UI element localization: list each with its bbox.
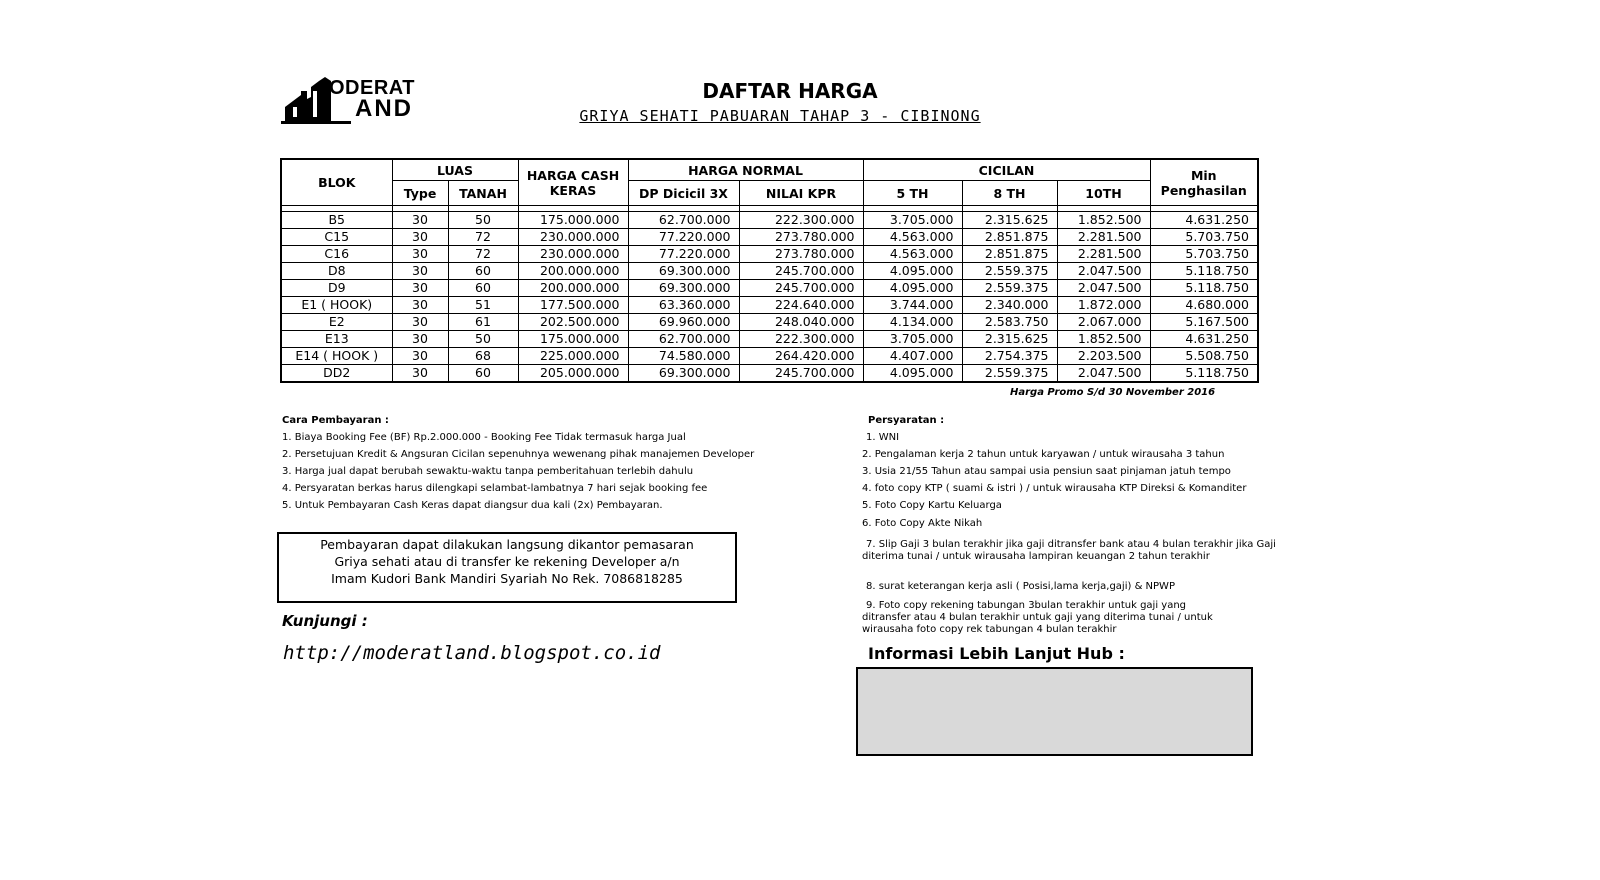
header-type: Type: [392, 181, 448, 206]
contact-label: Informasi Lebih Lanjut Hub :: [868, 644, 1125, 663]
table-cell-min: 5.703.750: [1150, 229, 1258, 246]
table-cell-blok: E2: [281, 314, 392, 331]
table-cell-c8: 2.559.375: [962, 263, 1057, 280]
table-cell-dp: 63.360.000: [628, 297, 739, 314]
table-cell-blok: E13: [281, 331, 392, 348]
payment-box-line: Imam Kudori Bank Mandiri Syariah No Rek. 7086818285: [331, 571, 683, 586]
table-cell-min: 4.680.000: [1150, 297, 1258, 314]
table-cell-c10: 2.047.500: [1057, 263, 1150, 280]
table-cell-c8: 2.559.375: [962, 365, 1057, 383]
table-row: [281, 280, 1258, 297]
header-cicilan: CICILAN: [863, 159, 1150, 181]
website-link[interactable]: http://moderatland.blogspot.co.id: [283, 642, 661, 664]
table-cell-type: 30: [392, 246, 448, 263]
table-row: [281, 365, 1258, 383]
table-cell-c8: 2.315.625: [962, 331, 1057, 348]
table-cell-kpr: 273.780.000: [739, 246, 863, 263]
table-cell-blok: D8: [281, 263, 392, 280]
table-cell-blok: E1 ( HOOK): [281, 297, 392, 314]
header-harga-normal: HARGA NORMAL: [628, 159, 863, 181]
table-cell-type: 30: [392, 280, 448, 297]
table-cell-dp: 69.300.000: [628, 365, 739, 383]
requirement-item: 3. Usia 21/55 Tahun atau sampai usia pensiun saat pinjaman jatuh tempo: [862, 466, 1231, 477]
table-cell-c10: 2.281.500: [1057, 246, 1150, 263]
table-cell-tanah: 72: [448, 229, 518, 246]
table-cell-tanah: 60: [448, 365, 518, 383]
table-cell-kpr: 245.700.000: [739, 263, 863, 280]
payment-item: 3. Harga jual dapat berubah sewaktu-waktu tanpa pemberitahuan terlebih dahulu: [282, 466, 694, 477]
table-cell-c5: 3.705.000: [863, 212, 962, 229]
table-cell-tanah: 60: [448, 263, 518, 280]
requirement-item: 7. Slip Gaji 3 bulan terakhir jika gaji ditransfer bank atau 4 bulan terakhir jika Gaji: [866, 539, 1276, 550]
table-cell-c10: 2.047.500: [1057, 280, 1150, 297]
table-cell-tanah: 60: [448, 280, 518, 297]
table-cell-min: 5.118.750: [1150, 280, 1258, 297]
table-cell-kpr: 245.700.000: [739, 280, 863, 297]
table-cell-cash: 205.000.000: [518, 365, 628, 383]
table-cell-type: 30: [392, 365, 448, 383]
requirement-item: 6. Foto Copy Akte Nikah: [862, 518, 983, 529]
payment-item: 1. Biaya Booking Fee (BF) Rp.2.000.000 - Booking Fee Tidak termasuk harga Jual: [282, 432, 686, 443]
requirement-item: 9. Foto copy rekening tabungan 3bulan terakhir untuk gaji yang: [866, 600, 1187, 611]
payment-item: 4. Persyaratan berkas harus dilengkapi selambat-lambatnya 7 hari sejak booking fee: [282, 483, 708, 494]
table-cell-dp: 62.700.000: [628, 331, 739, 348]
table-cell-type: 30: [392, 331, 448, 348]
table-cell-c10: 1.852.500: [1057, 331, 1150, 348]
table-cell-tanah: 72: [448, 246, 518, 263]
table-cell-min: 5.508.750: [1150, 348, 1258, 365]
table-cell-cash: 200.000.000: [518, 263, 628, 280]
table-cell-dp: 69.960.000: [628, 314, 739, 331]
header-harga-cash: HARGA CASH KERAS: [518, 159, 628, 206]
payment-info-box: [277, 532, 737, 603]
table-cell-c8: 2.851.875: [962, 229, 1057, 246]
payment-box-line: Griya sehati atau di transfer ke rekening Developer a/n: [334, 554, 680, 569]
visit-label: Kunjungi :: [282, 612, 368, 630]
table-cell-min: 4.631.250: [1150, 212, 1258, 229]
table-row: [281, 212, 1258, 229]
table-cell-c10: 1.852.500: [1057, 212, 1150, 229]
table-cell-c5: 3.744.000: [863, 297, 962, 314]
table-cell-type: 30: [392, 297, 448, 314]
table-row: [281, 314, 1258, 331]
page-title: DAFTAR HARGA: [702, 79, 878, 103]
table-cell-blok: C15: [281, 229, 392, 246]
table-cell-blok: E14 ( HOOK ): [281, 348, 392, 365]
header-blok: BLOK: [281, 159, 392, 206]
table-cell-min: 5.703.750: [1150, 246, 1258, 263]
requirement-item: wirausaha foto copy rek tabungan 4 bulan terakhir: [862, 624, 1117, 635]
table-cell-cash: 177.500.000: [518, 297, 628, 314]
table-cell-kpr: 245.700.000: [739, 365, 863, 383]
contact-box: [856, 667, 1253, 756]
table-cell-kpr: 248.040.000: [739, 314, 863, 331]
table-cell-cash: 200.000.000: [518, 280, 628, 297]
table-cell-tanah: 50: [448, 331, 518, 348]
table-cell-c5: 4.095.000: [863, 280, 962, 297]
page-subtitle: GRIYA SEHATI PABUARAN TAHAP 3 - CIBINONG: [579, 107, 981, 125]
requirement-item: diterima tunai / untuk wirausaha lampiran keuangan 2 tahun terakhir: [862, 551, 1210, 562]
table-row: [281, 297, 1258, 314]
table-cell-tanah: 68: [448, 348, 518, 365]
requirement-item: ditransfer atau 4 bulan terakhir untuk gaji yang diterima tunai / untuk: [862, 612, 1213, 623]
table-cell-c10: 2.067.000: [1057, 314, 1150, 331]
table-cell-c8: 2.754.375: [962, 348, 1057, 365]
requirement-item: 5. Foto Copy Kartu Keluarga: [862, 500, 1002, 511]
table-cell-type: 30: [392, 229, 448, 246]
table-cell-tanah: 51: [448, 297, 518, 314]
header-nilai-kpr: NILAI KPR: [739, 181, 863, 206]
table-cell-c10: 2.203.500: [1057, 348, 1150, 365]
table-cell-blok: D9: [281, 280, 392, 297]
table-cell-min: 5.167.500: [1150, 314, 1258, 331]
table-cell-min: 5.118.750: [1150, 263, 1258, 280]
table-cell-c8: 2.851.875: [962, 246, 1057, 263]
table-row: [281, 348, 1258, 365]
table-row: [281, 331, 1258, 348]
header-10th: 10TH: [1057, 181, 1150, 206]
table-cell-c5: 4.407.000: [863, 348, 962, 365]
table-cell-c5: 4.563.000: [863, 229, 962, 246]
table-row: [281, 246, 1258, 263]
table-cell-c8: 2.559.375: [962, 280, 1057, 297]
table-cell-c5: 4.095.000: [863, 263, 962, 280]
table-cell-c5: 4.134.000: [863, 314, 962, 331]
table-cell-tanah: 50: [448, 212, 518, 229]
table-cell-kpr: 222.300.000: [739, 212, 863, 229]
header-dp: DP Dicicil 3X: [628, 181, 739, 206]
table-cell-blok: DD2: [281, 365, 392, 383]
header-8th: 8 TH: [962, 181, 1057, 206]
logo: [281, 77, 441, 125]
table-cell-dp: 62.700.000: [628, 212, 739, 229]
table-cell-min: 4.631.250: [1150, 331, 1258, 348]
table-cell-blok: C16: [281, 246, 392, 263]
table-cell-dp: 77.220.000: [628, 246, 739, 263]
table-cell-type: 30: [392, 314, 448, 331]
payment-box-line: Pembayaran dapat dilakukan langsung dikantor pemasaran: [320, 537, 694, 552]
requirement-item: 4. foto copy KTP ( suami & istri ) / untuk wirausaha KTP Direksi & Komanditer: [862, 483, 1247, 494]
price-table: [280, 158, 1259, 383]
price-table-body: [281, 212, 1258, 383]
table-cell-c8: 2.583.750: [962, 314, 1057, 331]
table-cell-c8: 2.340.000: [962, 297, 1057, 314]
header-5th: 5 TH: [863, 181, 962, 206]
table-cell-c10: 2.281.500: [1057, 229, 1150, 246]
table-cell-min: 5.118.750: [1150, 365, 1258, 383]
header-tanah: TANAH: [448, 181, 518, 206]
table-cell-cash: 202.500.000: [518, 314, 628, 331]
requirement-item: 1. WNI: [866, 432, 900, 443]
payment-title: Cara Pembayaran :: [282, 415, 389, 426]
table-cell-tanah: 61: [448, 314, 518, 331]
table-cell-c5: 3.705.000: [863, 331, 962, 348]
table-cell-dp: 74.580.000: [628, 348, 739, 365]
payment-item: 5. Untuk Pembayaran Cash Keras dapat diangsur dua kali (2x) Pembayaran.: [282, 500, 663, 511]
table-cell-cash: 175.000.000: [518, 331, 628, 348]
table-cell-dp: 77.220.000: [628, 229, 739, 246]
table-cell-cash: 175.000.000: [518, 212, 628, 229]
table-cell-type: 30: [392, 263, 448, 280]
table-cell-kpr: 224.640.000: [739, 297, 863, 314]
table-cell-kpr: 222.300.000: [739, 331, 863, 348]
table-cell-dp: 69.300.000: [628, 280, 739, 297]
table-cell-type: 30: [392, 348, 448, 365]
requirement-item: 8. surat keterangan kerja asli ( Posisi,lama kerja,gaji) & NPWP: [866, 581, 1175, 592]
table-cell-dp: 69.300.000: [628, 263, 739, 280]
table-cell-c10: 2.047.500: [1057, 365, 1150, 383]
promo-note: Harga Promo S/d 30 November 2016: [1010, 387, 1216, 398]
table-cell-cash: 230.000.000: [518, 246, 628, 263]
header-luas: LUAS: [392, 159, 518, 181]
table-cell-c5: 4.563.000: [863, 246, 962, 263]
logo-text-top: ODERAT: [329, 77, 415, 99]
table-cell-c10: 1.872.000: [1057, 297, 1150, 314]
table-cell-kpr: 264.420.000: [739, 348, 863, 365]
requirement-item: 2. Pengalaman kerja 2 tahun untuk karyawan / untuk wirausaha 3 tahun: [862, 449, 1225, 460]
table-cell-type: 30: [392, 212, 448, 229]
table-cell-kpr: 273.780.000: [739, 229, 863, 246]
header-min-penghasilan: Min Penghasilan: [1150, 159, 1258, 206]
table-row: [281, 229, 1258, 246]
table-cell-cash: 230.000.000: [518, 229, 628, 246]
logo-text-bottom: AND: [355, 95, 413, 122]
table-row: [281, 263, 1258, 280]
requirements-title: Persyaratan :: [868, 415, 945, 426]
table-cell-c8: 2.315.625: [962, 212, 1057, 229]
table-cell-c5: 4.095.000: [863, 365, 962, 383]
payment-item: 2. Persetujuan Kredit & Angsuran Cicilan sepenuhnya wewenang pihak manajemen Developer: [282, 449, 755, 460]
table-cell-blok: B5: [281, 212, 392, 229]
table-cell-cash: 225.000.000: [518, 348, 628, 365]
